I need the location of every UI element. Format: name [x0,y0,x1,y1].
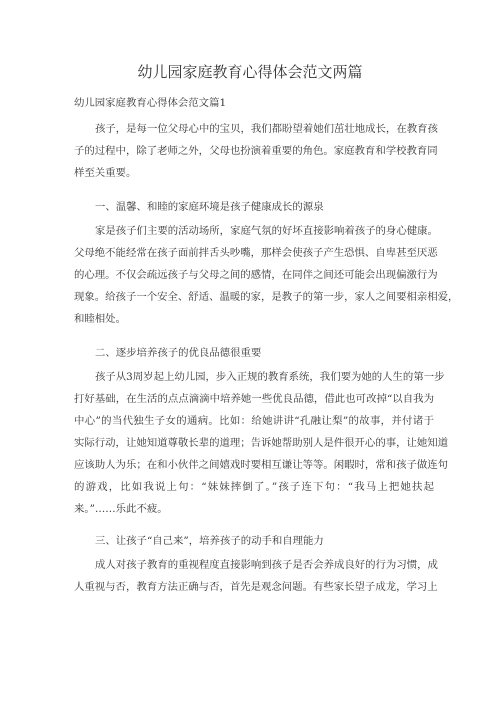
paragraph-line: 的心理。不仅会疏远孩子与父母之间的感情，在同伴之间还可能会出现偏激行为 [74,269,438,281]
paragraph-line: 中心”的当代独生子女的通病。比如：给她讲讲“孔融让梨”的故事，并付诸于 [74,415,434,427]
paragraph-line: 的游戏，比如我说上句：“妹妹摔倒了。”孩子连下句：“我马上把她扶起 [74,481,434,493]
paragraph-line: 样至关重要。 [74,167,137,179]
paragraph-line: 打好基础，在生活的点点滴滴中培养她一些优良品德，借此也可改掉“以自我为 [74,393,434,405]
paragraph-line: 成人对孩子教育的重视程度直接影响到孩子是否会养成良好的行为习惯，成 [95,559,438,571]
paragraph-line: 孩子，是每一位父母心中的宝贝，我们都盼望着她们茁壮地成长，在教育孩 [95,123,438,135]
paragraph-line: 现象。给孩子一个安全、舒适、温暖的家，是教子的第一步，家人之间要相亲相爱， [74,291,459,303]
paragraph-line: 和睦相处。 [74,313,126,325]
paragraph-line: 实际行动，让她知道尊敬长辈的道理；告诉她帮助别人是件很开心的事，让她知道 [74,437,449,449]
section-heading: 一、温馨、和睦的家庭环境是孩子健康成长的源泉 [95,201,324,213]
document-title: 幼儿园家庭教育心得体会范文两篇 [137,63,363,81]
paragraph-line: 孩子从3周岁起上幼儿园，步入正规的教育系统，我们要为她的人生的第一步 [95,371,445,383]
paragraph-line: 家是孩子们主要的活动场所，家庭气氛的好坏直接影响着孩子的身心健康。 [95,225,438,237]
section-heading: 三、让孩子“自己来”，培养孩子的动手和自理能力 [95,535,324,547]
paragraph-line: 人重视与否，教育方法正确与否，首先是观念问题。有些家长望子成龙，学习上 [74,581,438,593]
paragraph-line: 子的过程中，除了老师之外，父母也扮演着重要的角色。家庭教育和学校教育同 [74,145,438,157]
paragraph-line: 父母绝不能经常在孩子面前拌舌头吵嘴，那样会使孩子产生恐惧、自卑甚至厌恶 [74,247,438,259]
section-heading: 二、逐步培养孩子的优良品德很重要 [95,347,262,359]
section-subtitle: 幼儿园家庭教育心得体会范文篇1 [74,97,227,109]
paragraph-line: 来。”……乐此不疲。 [74,503,168,515]
paragraph-line: 应该助人为乐；在和小伙伴之间嬉戏时要相互谦让等等。闲暇时，常和孩子做连句 [74,459,449,471]
